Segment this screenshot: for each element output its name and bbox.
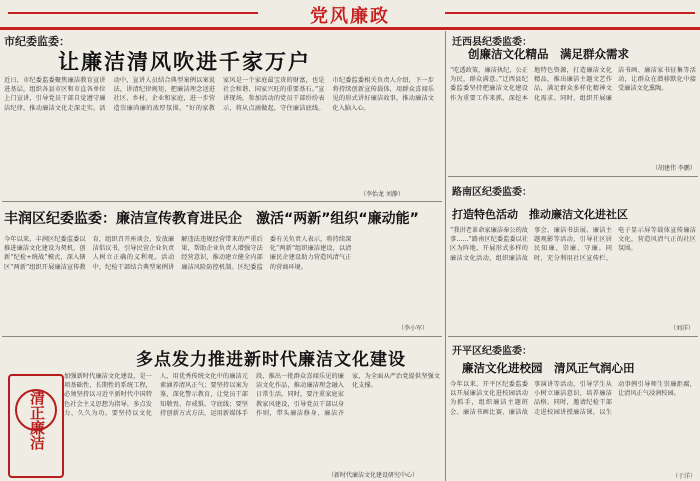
- stamp-text: 清正廉洁: [28, 390, 46, 450]
- section-title: 党风廉政: [310, 6, 390, 27]
- article-byline: （新时代廉洁文化建设研究中心）: [328, 472, 419, 479]
- banner-ornament: [8, 12, 258, 14]
- column-divider: [445, 31, 446, 481]
- article-byline: （胡建伟 李鹏）: [652, 165, 696, 172]
- article-body: “吃透政策，廉洁执纪，公正为民，群众满意。”迁西县纪委监委坚持把廉洁文化建设作为重要工作来抓，深挖本地特色资源，打造廉洁文化精品，推出廉洁主题文艺作品，满足群众多样化精神文化需求。同时，组织开展廉洁书画、廉洁家书征集等活动，让群众在潜移默化中接受廉洁文化熏陶。: [450, 67, 696, 102]
- article-byline: （李怡龙 刘静）: [360, 191, 404, 198]
- article-headline: 打造特色活动 推动廉洁文化进社区: [452, 208, 628, 221]
- banner-rule: [0, 27, 700, 30]
- article-kicker: 迁西县纪委监委：: [452, 37, 532, 48]
- article-headline: 廉洁文化进校园 清风正气润心田: [462, 361, 635, 375]
- article-title: 廉洁宣传教育进民企 激活“两新”组织“廉动能”: [116, 211, 419, 227]
- article-byline: （刘洋）: [670, 325, 695, 332]
- article-headline: 创廉洁文化精品 满足群众需求: [468, 47, 629, 61]
- article-headline: 让廉洁清风吹进千家万户: [58, 50, 311, 74]
- divider: [2, 201, 442, 202]
- article-body: “我讲老革命家廉洁奉公的故事……”路南区纪委监委以社区为阵地，开展形式多样的廉洁文化活动，组织廉洁故事会、廉洁书法展、廉洁主题观影等活动，引导社区居民知廉、崇廉、守廉。同时，充分利用社区宣传栏、电子显示屏等载体宣传廉洁文化，营造风清气正的社区氛围。: [450, 227, 696, 262]
- divider: [448, 176, 698, 177]
- article-body: 加强新时代廉洁文化建设，是一项基础性、长期性的系统工程，必须坚持以习近平新时代中国特色社会主义思想为指导，多点发力、久久为功。要坚持以文化人，用优秀传统文化中的廉洁元素涵养清风正气；要坚持以案为鉴，深化警示教育，让党员干部知敬畏、存戒惧、守底线；要坚持创新方式方法，运用新媒体手段，推出一批群众喜闻乐见的廉洁文化作品，推动廉洁理念融入日常生活。同时，要注重家庭家教家风建设，引导党员干部以身作则，带头廉洁修身、廉洁齐家，为全面从严治党提供坚强文化支撑。: [64, 373, 440, 417]
- article-byline: （李小军）: [398, 325, 429, 332]
- article-body: 近日，市纪委监委聚焦廉洁教育宣讲进基层，组织各县市区和市直各单位上门宣讲，引导党员干部自觉遵守廉洁纪律，推动廉洁文化走深走实。活动中，宣讲人员结合典型案例以案说法，讲清纪律规矩，把廉洁理念送进社区、乡村、企业和家庭，进一步营造崇廉尚廉的浓厚氛围。“好的家教家风是一个家庭最宝贵的财富，也是社会和谐、国家兴旺的重要基石。”宣讲现场，参加活动的党员干部纷纷表示，将从点滴做起，守住廉洁底线。市纪委监委相关负责人介绍，下一步将持续创新宣传载体，用群众喜闻乐见的形式讲好廉洁故事，推动廉洁文化入脑入心。: [4, 77, 434, 112]
- article-headline: [4, 208, 419, 228]
- article-headline: 多点发力推进新时代廉洁文化建设: [136, 350, 406, 370]
- banner-ornament: [445, 12, 695, 14]
- article-kicker: 开平区纪委监委：: [452, 346, 532, 357]
- calligraphy-stamp: [8, 374, 64, 478]
- divider: [448, 336, 698, 337]
- divider: [2, 336, 442, 337]
- article-byline: （于洋）: [672, 473, 697, 480]
- article-kicker: 丰润区纪委监委：: [4, 211, 116, 227]
- article-kicker: 路南区纪委监委：: [452, 187, 532, 198]
- article-kicker: 市纪委监委：: [4, 35, 70, 48]
- article-body: 今年以来，开平区纪委监委以开展廉洁文化进校园活动为抓手，组织廉洁主题班会、廉洁书画比赛、廉洁故事演讲等活动，引导学生从小树立廉洁意识，培养廉洁品格。同时，邀请纪检干部走进校园讲授廉洁课，以生动事例引导师生崇廉拒腐，让清风正气浸润校园。: [450, 381, 696, 416]
- article-body: 今年以来，丰润区纪委监委以推进廉洁文化建设为契机，创新“纪检+统战”模式，深入辖区“两新”组织开展廉洁宣传教育，组织召开座谈会，发放廉洁倡议书，引导民营企业负责人树立正确的义利观。活动中，纪检干部结合典型案例讲解违法违规经营带来的严重后果，帮助企业负责人增强守法经营意识，推动建立健全内部廉洁风险防控机制。区纪委监委有关负责人表示，将持续深化“两新”组织廉洁建设，以清廉民企建设助力营造风清气正的营商环境。: [4, 236, 352, 271]
